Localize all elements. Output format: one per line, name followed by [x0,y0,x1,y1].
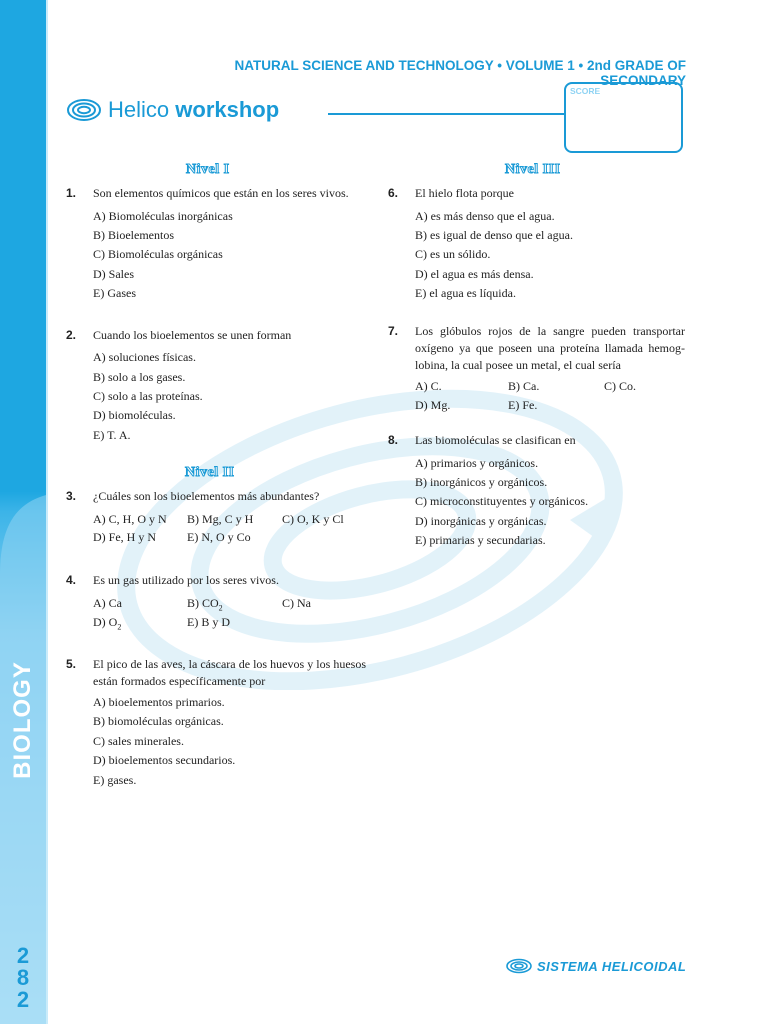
question-number: 7. [388,324,399,338]
question-number: 4. [66,573,77,587]
answer-option[interactable]: A) C. [415,379,442,393]
answer-option[interactable]: D) biomoléculas. [93,408,176,422]
question-number: 2. [66,328,77,342]
answer-option[interactable]: A) Ca [93,596,122,610]
question-number: 3. [66,489,77,503]
answer-option[interactable]: C) sales minerales. [93,734,184,748]
logo-text-light: Helico [108,97,170,122]
answer-option[interactable]: B) solo a los gases. [93,370,186,384]
answer-option[interactable]: B) Ca. [508,379,540,393]
spiral-logo-icon [505,958,533,974]
answer-option[interactable]: C) microconstituyentes y orgánicos. [415,494,589,508]
answer-option-text: D) O [93,615,118,629]
question-number: 6. [388,186,399,200]
answer-option[interactable]: B) Mg, C y H [187,512,254,526]
subscript: 2 [117,622,122,632]
question-stem: Las biomoléculas se clasifican en [415,433,576,447]
header-rule [328,113,564,115]
score-label: SCORE [570,86,601,96]
answer-option[interactable]: E) B y D [187,615,230,629]
page-digit: 8 [16,965,30,990]
section-heading-nivel-3: Nivel III [505,162,561,177]
answer-option[interactable]: A) es más denso que el agua. [415,209,555,223]
answer-option[interactable]: A) soluciones físicas. [93,350,196,364]
subscript: 2 [218,603,223,613]
answer-option[interactable]: A) C, H, O y N [93,512,167,526]
helico-workshop-logo [66,97,279,123]
answer-option[interactable]: E) T. A. [93,428,131,442]
answer-option[interactable]: C) Na [282,596,311,610]
answer-option[interactable]: E) gases. [93,773,137,787]
question-stem: El hielo flota porque [415,186,514,200]
answer-option[interactable]: D) inorgánicas y orgánicas. [415,514,547,528]
answer-option[interactable]: B) biomoléculas orgánicas. [93,714,224,728]
question-stem: Los glóbulos rojos de la sangre pueden transportar oxígeno ya que poseen una proteína llamada hemog-lobina, la cual posee un metal, el cual sería [415,324,685,372]
answer-option[interactable]: C) es un sólido. [415,247,491,261]
answer-option[interactable]: C) Biomoléculas orgánicas [93,247,223,261]
answer-option[interactable] [93,615,121,631]
footer-brand-text: SISTEMA HELICOIDAL [537,958,687,974]
answer-option[interactable]: D) el agua es más densa. [415,267,534,281]
logo-text-bold: workshop [175,97,280,122]
page-header-title: NATURAL SCIENCE AND TECHNOLOGY • VOLUME 1 • 2nd GRADE OF SECONDARY [234,58,686,88]
score-box[interactable] [564,82,683,153]
question-stem: Son elementos químicos que están en los seres vivos. [93,186,349,200]
question-number: 1. [66,186,77,200]
subject-label: BIOLOGY [9,661,36,779]
question-stem: ¿Cuáles son los bioelementos más abundantes? [93,489,320,503]
answer-option[interactable]: E) Gases [93,286,136,300]
question-number: 5. [66,657,77,671]
answer-option[interactable]: E) primarias y secundarias. [415,533,546,547]
answer-option[interactable]: D) Fe, H y N [93,530,156,544]
page-digit: 2 [16,943,30,968]
answer-option[interactable]: C) Co. [604,379,637,393]
spiral-logo-icon [66,98,102,122]
logo-text [108,97,279,123]
question-stem: Cuando los bioelementos se unen forman [93,328,292,342]
section-heading-nivel-1: Nivel I [186,162,230,177]
answer-option[interactable]: A) primarios y orgánicos. [415,456,539,470]
spiral-watermark [100,370,640,690]
question-stem: Es un gas utilizado por los seres vivos. [93,573,279,587]
sidebar-divider [46,0,48,1024]
sistema-helicoidal-logo [505,958,686,974]
answer-option[interactable]: E) N, O y Co [187,530,251,544]
page-number [0,945,46,1011]
answer-option[interactable]: E) Fe. [508,398,538,412]
answer-option[interactable]: B) inorgánicos y orgánicos. [415,475,548,489]
answer-option[interactable]: C) solo a las proteínas. [93,389,203,403]
answer-option[interactable]: D) bioelementos secundarios. [93,753,236,767]
answer-option[interactable]: A) Biomoléculas inorgánicas [93,209,233,223]
question-stem: El pico de las aves, la cáscara de los huevos y los huesos están formados específicamente por [93,657,366,688]
question-number: 8. [388,433,399,447]
section-heading-nivel-2: Nivel II [185,465,235,480]
page-digit: 2 [16,987,30,1012]
answer-option[interactable]: B) Bioelementos [93,228,174,242]
answer-option[interactable]: D) Sales [93,267,134,281]
answer-option[interactable]: D) Mg. [415,398,451,412]
answer-option[interactable]: B) es igual de denso que el agua. [415,228,573,242]
answer-option[interactable]: C) O, K y Cl [282,512,344,526]
answer-option[interactable]: A) bioelementos primarios. [93,695,225,709]
answer-option[interactable]: E) el agua es líquida. [415,286,516,300]
answer-option[interactable] [187,596,223,612]
answer-option-text: B) CO [187,596,219,610]
